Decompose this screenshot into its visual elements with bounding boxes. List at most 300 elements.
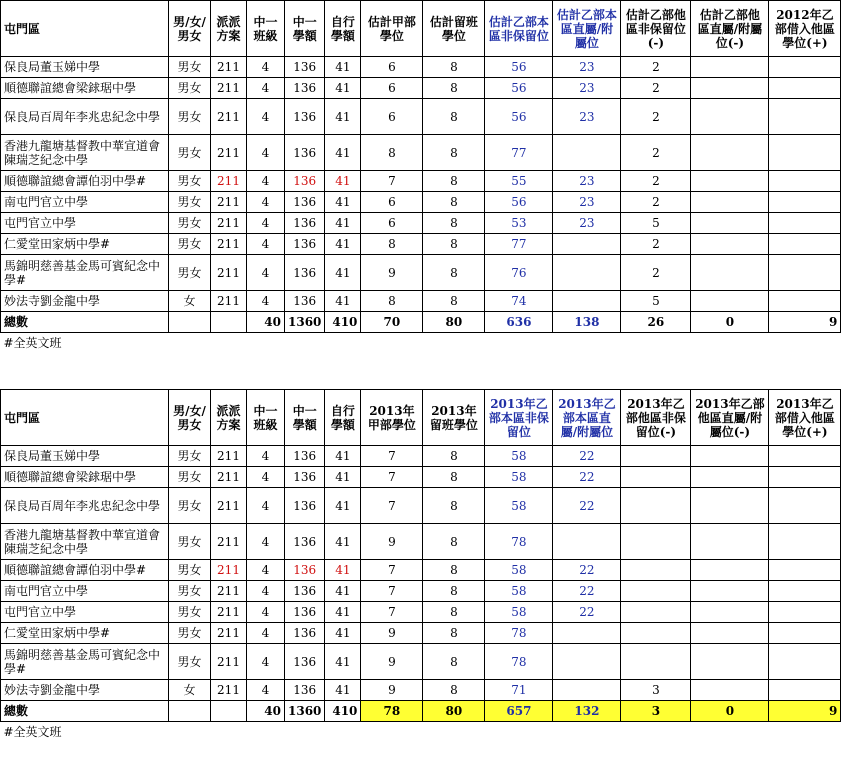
borrow-cell: [769, 488, 841, 524]
other-nonres-cell: 2: [621, 234, 691, 255]
places-header: 中一學額: [285, 390, 325, 446]
places-cell: 136: [285, 623, 325, 644]
repeat-places-cell: 8: [423, 135, 485, 171]
school-name: 妙法寺劉金龍中學: [1, 291, 169, 312]
empty-cell: [211, 312, 247, 333]
school-name: 屯門官立中學: [1, 213, 169, 234]
total-other-nonres: 26: [621, 312, 691, 333]
school-name: 順德聯誼總會梁銶琚中學: [1, 467, 169, 488]
places-cell: 136: [285, 467, 325, 488]
a-places-cell: 9: [361, 524, 423, 560]
school-name: 仁愛堂田家炳中學#: [1, 234, 169, 255]
other-nonres-cell: 2: [621, 99, 691, 135]
repeat-places-cell: 8: [423, 234, 485, 255]
other-direct-cell: [691, 192, 769, 213]
repeat-places-cell: 8: [423, 192, 485, 213]
places-cell: 136: [285, 446, 325, 467]
table-2012: [0, 0, 841, 354]
other-nonres-cell: [621, 467, 691, 488]
b-nonres-cell: 74: [485, 291, 553, 312]
other-direct-cell: [691, 560, 769, 581]
table-row: [1, 255, 841, 291]
b-direct-cell: 23: [553, 171, 621, 192]
plan-cell: 211: [211, 446, 247, 467]
other-direct-cell: [691, 488, 769, 524]
self-places-cell: 41: [325, 446, 361, 467]
plan-cell: 211: [211, 57, 247, 78]
plan-cell: 211: [211, 602, 247, 623]
other-nonres-cell: [621, 602, 691, 623]
b-nonres-cell: 58: [485, 560, 553, 581]
borrow-cell: [769, 602, 841, 623]
gender-cell: 男女: [169, 171, 211, 192]
self-places-cell: 41: [325, 171, 361, 192]
classes-cell: 4: [247, 234, 285, 255]
classes-cell: 4: [247, 213, 285, 234]
gender-header: 男/女/男女: [169, 1, 211, 57]
b-nonres-cell: 71: [485, 680, 553, 701]
b-direct-cell: [553, 623, 621, 644]
b-direct-cell: 22: [553, 446, 621, 467]
b-direct-cell: 23: [553, 213, 621, 234]
table-row: [1, 488, 841, 524]
school-name: 南屯門官立中學: [1, 581, 169, 602]
repeat-places-cell: 8: [423, 255, 485, 291]
b-direct-cell: [553, 234, 621, 255]
b-nonres-cell: 53: [485, 213, 553, 234]
repeat-places-cell: 8: [423, 581, 485, 602]
classes-cell: 4: [247, 467, 285, 488]
other-direct-cell: [691, 135, 769, 171]
gender-cell: 男女: [169, 99, 211, 135]
district-header: 屯門區: [1, 390, 169, 446]
footnote: #全英文班: [1, 722, 841, 743]
b-nonres-header: 估計乙部本區非保留位: [485, 1, 553, 57]
places-cell: 136: [285, 99, 325, 135]
borrow-cell: [769, 171, 841, 192]
b-direct-cell: 22: [553, 488, 621, 524]
school-name: 屯門官立中學: [1, 602, 169, 623]
borrow-cell: [769, 467, 841, 488]
table-row: [1, 602, 841, 623]
total-b-direct: 138: [553, 312, 621, 333]
repeat-places-cell: 8: [423, 171, 485, 192]
total-repeat: 80: [423, 312, 485, 333]
a-places-cell: 6: [361, 99, 423, 135]
gender-cell: 男女: [169, 192, 211, 213]
classes-cell: 4: [247, 135, 285, 171]
table-row: [1, 99, 841, 135]
district-header: 屯門區: [1, 1, 169, 57]
places-cell: 136: [285, 135, 325, 171]
total-row: [1, 312, 841, 333]
places-cell: 136: [285, 560, 325, 581]
other-nonres-cell: 2: [621, 78, 691, 99]
school-name: 保良局董玉娣中學: [1, 57, 169, 78]
plan-cell: 211: [211, 255, 247, 291]
a-places-cell: 7: [361, 467, 423, 488]
other-nonres-cell: 2: [621, 57, 691, 78]
plan-cell: 211: [211, 99, 247, 135]
table-2013: [0, 389, 841, 743]
a-places-cell: 9: [361, 644, 423, 680]
places-cell: 136: [285, 602, 325, 623]
self-places-cell: 41: [325, 581, 361, 602]
gender-cell: 男女: [169, 524, 211, 560]
b-direct-cell: [553, 255, 621, 291]
b-direct-header: 估計乙部本區直屬/附屬位: [553, 1, 621, 57]
a-places-cell: 9: [361, 680, 423, 701]
places-header: 中一學額: [285, 1, 325, 57]
gender-cell: 男女: [169, 234, 211, 255]
b-nonres-header: 2013年乙部本區非保留位: [485, 390, 553, 446]
repeat-header: 2013年留班學位: [423, 390, 485, 446]
other-direct-cell: [691, 291, 769, 312]
other-direct-cell: [691, 524, 769, 560]
table-row: [1, 57, 841, 78]
other-direct-cell: [691, 467, 769, 488]
a-places-cell: 7: [361, 560, 423, 581]
b-direct-cell: [553, 135, 621, 171]
gender-cell: 男女: [169, 488, 211, 524]
gender-cell: 男女: [169, 255, 211, 291]
a-places-cell: 9: [361, 623, 423, 644]
other-direct-cell: [691, 255, 769, 291]
b-nonres-cell: 56: [485, 99, 553, 135]
school-name: 順德聯誼總會梁銶琚中學: [1, 78, 169, 99]
total-label: 總數: [1, 312, 169, 333]
total-b-nonres: 636: [485, 312, 553, 333]
b-nonres-cell: 58: [485, 446, 553, 467]
other-direct-cell: [691, 581, 769, 602]
gender-cell: 男女: [169, 135, 211, 171]
other-nonres-cell: [621, 644, 691, 680]
b-nonres-cell: 55: [485, 171, 553, 192]
other-direct-header: 2013年乙部他區直屬/附屬位(-): [691, 390, 769, 446]
school-name: 保良局董玉娣中學: [1, 446, 169, 467]
table-row: [1, 171, 841, 192]
total-self: 410: [325, 701, 361, 722]
borrow-cell: [769, 644, 841, 680]
repeat-places-cell: 8: [423, 488, 485, 524]
total-places: 1360: [285, 701, 325, 722]
table-row: [1, 213, 841, 234]
plan-cell: 211: [211, 213, 247, 234]
b-direct-cell: [553, 644, 621, 680]
other-nonres-cell: 5: [621, 291, 691, 312]
places-cell: 136: [285, 488, 325, 524]
a-places-cell: 6: [361, 213, 423, 234]
borrow-cell: [769, 234, 841, 255]
classes-cell: 4: [247, 291, 285, 312]
self-places-cell: 41: [325, 78, 361, 99]
a-places-cell: 6: [361, 78, 423, 99]
classes-cell: 4: [247, 78, 285, 99]
a-places-cell: 6: [361, 57, 423, 78]
self-places-cell: 41: [325, 57, 361, 78]
borrow-cell: [769, 213, 841, 234]
table-row: [1, 446, 841, 467]
b-direct-cell: 22: [553, 581, 621, 602]
gender-cell: 男女: [169, 602, 211, 623]
plan-cell: 211: [211, 467, 247, 488]
total-other-direct: 0: [691, 312, 769, 333]
other-nonres-header: 估計乙部他區非保留位(-): [621, 1, 691, 57]
b-nonres-cell: 77: [485, 234, 553, 255]
classes-cell: 4: [247, 602, 285, 623]
total-other-direct: 0: [691, 701, 769, 722]
plan-cell: 211: [211, 644, 247, 680]
places-cell: 136: [285, 171, 325, 192]
borrow-header: 2013年乙部借入他區學位(+): [769, 390, 841, 446]
plan-header: 派派方案: [211, 1, 247, 57]
places-cell: 136: [285, 291, 325, 312]
gender-cell: 女: [169, 680, 211, 701]
places-cell: 136: [285, 524, 325, 560]
b-nonres-cell: 56: [485, 57, 553, 78]
b-nonres-cell: 58: [485, 488, 553, 524]
places-cell: 136: [285, 213, 325, 234]
gender-cell: 男女: [169, 467, 211, 488]
self-places-cell: 41: [325, 623, 361, 644]
table-row: [1, 623, 841, 644]
empty-cell: [169, 701, 211, 722]
total-borrow: 9: [769, 312, 841, 333]
other-nonres-header: 2013年乙部他區非保留位(-): [621, 390, 691, 446]
self-places-cell: 41: [325, 234, 361, 255]
a-places-cell: 7: [361, 602, 423, 623]
b-direct-cell: 23: [553, 78, 621, 99]
other-direct-cell: [691, 78, 769, 99]
other-nonres-cell: 2: [621, 171, 691, 192]
borrow-cell: [769, 680, 841, 701]
a-places-cell: 9: [361, 255, 423, 291]
plan-cell: 211: [211, 623, 247, 644]
places-cell: 136: [285, 78, 325, 99]
classes-cell: 4: [247, 644, 285, 680]
self-places-cell: 41: [325, 135, 361, 171]
table-row: [1, 78, 841, 99]
repeat-places-cell: 8: [423, 524, 485, 560]
gender-cell: 男女: [169, 213, 211, 234]
gender-header: 男/女/男女: [169, 390, 211, 446]
repeat-places-cell: 8: [423, 78, 485, 99]
places-cell: 136: [285, 644, 325, 680]
b-nonres-cell: 58: [485, 467, 553, 488]
total-a: 70: [361, 312, 423, 333]
footnote-row: [1, 333, 841, 354]
classes-header: 中一班級: [247, 1, 285, 57]
other-direct-cell: [691, 602, 769, 623]
a-places-cell: 7: [361, 171, 423, 192]
a-places-cell: 8: [361, 291, 423, 312]
borrow-cell: [769, 560, 841, 581]
school-name: 妙法寺劉金龍中學: [1, 680, 169, 701]
places-cell: 136: [285, 57, 325, 78]
other-nonres-cell: [621, 446, 691, 467]
self-header: 自行學額: [325, 1, 361, 57]
b-direct-cell: [553, 291, 621, 312]
plan-cell: 211: [211, 135, 247, 171]
repeat-places-cell: 8: [423, 467, 485, 488]
self-places-cell: 41: [325, 524, 361, 560]
gender-cell: 男女: [169, 57, 211, 78]
repeat-header: 估計留班學位: [423, 1, 485, 57]
table-row: [1, 467, 841, 488]
b-direct-cell: 23: [553, 192, 621, 213]
school-name: 順德聯誼總會譚伯羽中學#: [1, 171, 169, 192]
total-label: 總數: [1, 701, 169, 722]
other-direct-cell: [691, 234, 769, 255]
table-row: [1, 560, 841, 581]
b-nonres-cell: 58: [485, 581, 553, 602]
self-places-cell: 41: [325, 192, 361, 213]
school-name: 南屯門官立中學: [1, 192, 169, 213]
self-places-cell: 41: [325, 213, 361, 234]
b-direct-cell: 23: [553, 99, 621, 135]
gender-cell: 男女: [169, 623, 211, 644]
borrow-cell: [769, 581, 841, 602]
b-direct-cell: [553, 680, 621, 701]
a-places-cell: 8: [361, 234, 423, 255]
total-b-nonres: 657: [485, 701, 553, 722]
total-classes: 40: [247, 312, 285, 333]
borrow-cell: [769, 192, 841, 213]
gender-cell: 男女: [169, 446, 211, 467]
borrow-cell: [769, 446, 841, 467]
other-nonres-cell: [621, 623, 691, 644]
school-name: 保良局百周年李兆忠紀念中學: [1, 488, 169, 524]
repeat-places-cell: 8: [423, 291, 485, 312]
classes-cell: 4: [247, 57, 285, 78]
footnote-row: [1, 722, 841, 743]
other-direct-cell: [691, 644, 769, 680]
school-name: 香港九龍塘基督教中華宣道會陳瑞芝紀念中學: [1, 524, 169, 560]
classes-cell: 4: [247, 488, 285, 524]
other-direct-cell: [691, 99, 769, 135]
b-nonres-cell: 78: [485, 524, 553, 560]
repeat-places-cell: 8: [423, 602, 485, 623]
self-places-cell: 41: [325, 560, 361, 581]
other-nonres-cell: 5: [621, 213, 691, 234]
b-nonres-cell: 78: [485, 644, 553, 680]
plan-cell: 211: [211, 488, 247, 524]
gender-cell: 男女: [169, 644, 211, 680]
gender-cell: 男女: [169, 78, 211, 99]
table-row: [1, 680, 841, 701]
school-name: 馬錦明慈善基金馬可賓紀念中學#: [1, 644, 169, 680]
total-classes: 40: [247, 701, 285, 722]
plan-cell: 211: [211, 171, 247, 192]
plan-cell: 211: [211, 192, 247, 213]
a-places-cell: 7: [361, 446, 423, 467]
places-cell: 136: [285, 680, 325, 701]
b-direct-cell: 22: [553, 467, 621, 488]
b-nonres-cell: 56: [485, 192, 553, 213]
total-repeat: 80: [423, 701, 485, 722]
footnote: #全英文班: [1, 333, 841, 354]
repeat-places-cell: 8: [423, 213, 485, 234]
table-row: [1, 135, 841, 171]
school-name: 馬錦明慈善基金馬可賓紀念中學#: [1, 255, 169, 291]
places-cell: 136: [285, 234, 325, 255]
table-row: [1, 192, 841, 213]
total-row: [1, 701, 841, 722]
plan-cell: 211: [211, 234, 247, 255]
plan-cell: 211: [211, 78, 247, 99]
borrow-header: 2012年乙部借入他區學位(+): [769, 1, 841, 57]
a-places-cell: 7: [361, 581, 423, 602]
other-nonres-cell: [621, 524, 691, 560]
school-name: 順德聯誼總會譚伯羽中學#: [1, 560, 169, 581]
other-nonres-cell: [621, 560, 691, 581]
total-b-direct: 132: [553, 701, 621, 722]
a-places-cell: 7: [361, 488, 423, 524]
self-places-cell: 41: [325, 680, 361, 701]
table-row: [1, 581, 841, 602]
self-places-cell: 41: [325, 291, 361, 312]
places-cell: 136: [285, 581, 325, 602]
borrow-cell: [769, 78, 841, 99]
self-places-cell: 41: [325, 644, 361, 680]
other-direct-cell: [691, 171, 769, 192]
empty-cell: [169, 312, 211, 333]
classes-cell: 4: [247, 623, 285, 644]
other-direct-cell: [691, 213, 769, 234]
plan-cell: 211: [211, 581, 247, 602]
a-header: 估計甲部學位: [361, 1, 423, 57]
classes-cell: 4: [247, 192, 285, 213]
total-self: 410: [325, 312, 361, 333]
borrow-cell: [769, 255, 841, 291]
self-places-cell: 41: [325, 467, 361, 488]
total-a: 78: [361, 701, 423, 722]
gender-cell: 女: [169, 291, 211, 312]
gender-cell: 男女: [169, 581, 211, 602]
plan-cell: 211: [211, 524, 247, 560]
other-direct-cell: [691, 446, 769, 467]
self-places-cell: 41: [325, 99, 361, 135]
classes-cell: 4: [247, 581, 285, 602]
other-nonres-cell: [621, 488, 691, 524]
plan-header: 派派方案: [211, 390, 247, 446]
self-places-cell: 41: [325, 255, 361, 291]
other-nonres-cell: 2: [621, 192, 691, 213]
b-nonres-cell: 77: [485, 135, 553, 171]
school-name: 香港九龍塘基督教中華宣道會陳瑞芝紀念中學: [1, 135, 169, 171]
table-row: [1, 291, 841, 312]
empty-cell: [211, 701, 247, 722]
total-places: 1360: [285, 312, 325, 333]
header-row: [1, 1, 841, 57]
repeat-places-cell: 8: [423, 623, 485, 644]
borrow-cell: [769, 291, 841, 312]
table-row: [1, 644, 841, 680]
classes-cell: 4: [247, 99, 285, 135]
classes-header: 中一班級: [247, 390, 285, 446]
plan-cell: 211: [211, 560, 247, 581]
borrow-cell: [769, 135, 841, 171]
classes-cell: 4: [247, 446, 285, 467]
borrow-cell: [769, 57, 841, 78]
total-borrow: 9: [769, 701, 841, 722]
b-nonres-cell: 58: [485, 602, 553, 623]
total-other-nonres: 3: [621, 701, 691, 722]
other-direct-cell: [691, 623, 769, 644]
other-nonres-cell: 2: [621, 135, 691, 171]
self-places-cell: 41: [325, 602, 361, 623]
places-cell: 136: [285, 192, 325, 213]
